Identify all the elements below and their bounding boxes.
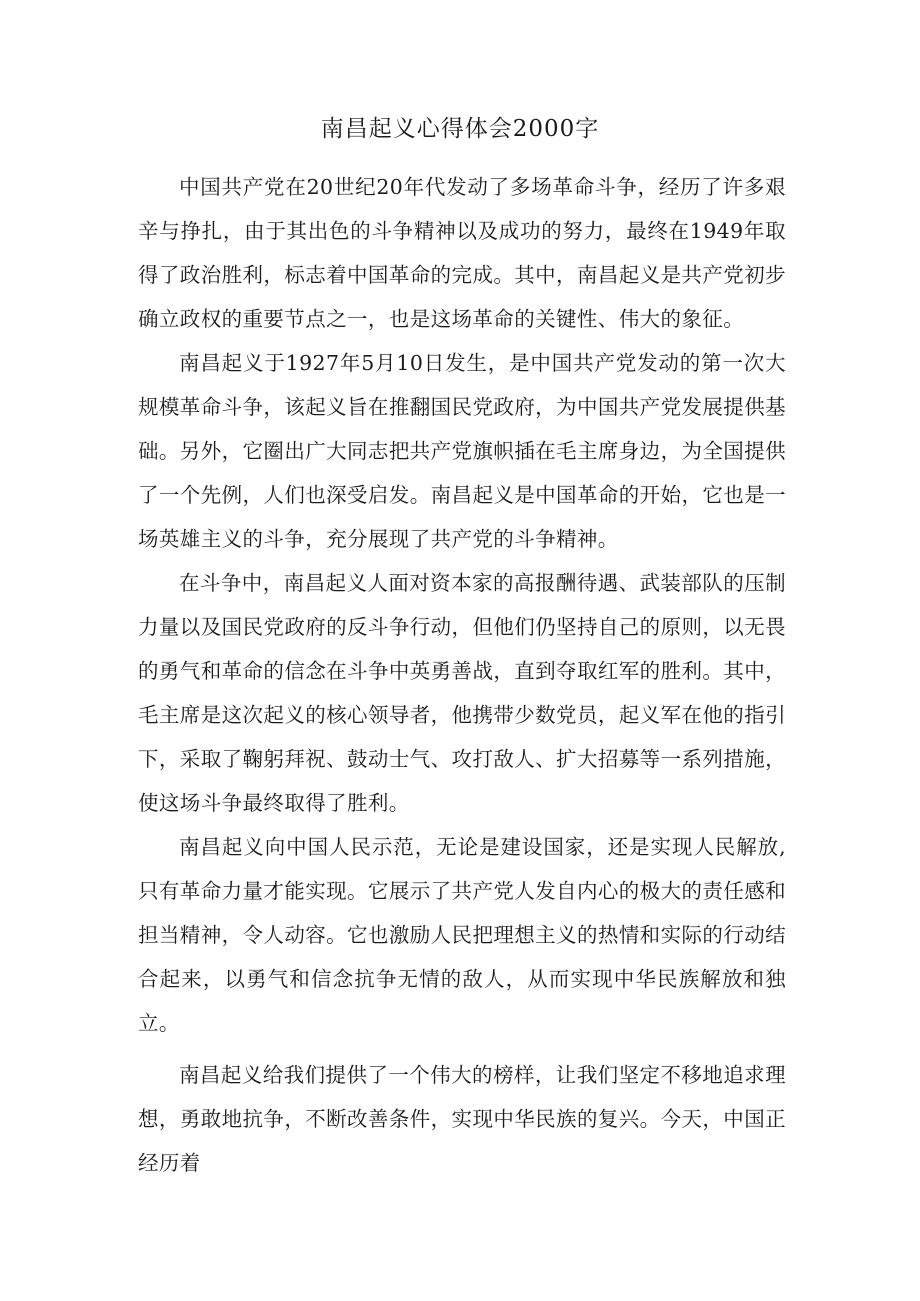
paragraph-2: 南昌起义于1927年5月10日发生，是中国共产党发动的第一次大规模革命斗争，该起义旨在推翻国民党政府，为中国共产党发展提供基础。另外，它圈出广大同志把共产党旗帜插在毛主席身边，为全国提供了一个先例，人们也深受启发。南昌起义是中国革命的开始，它也是一场英雄主义的斗争，充分展现了共产党的斗争精神。: [138, 351, 786, 551]
paragraph-5: 南昌起义给我们提供了一个伟大的榜样，让我们坚定不移地追求理想，勇敢地抗争，不断改善条件，实现中华民族的复兴。今天，中国正经历着: [138, 1063, 786, 1175]
document-body: [138, 165, 786, 1185]
paragraph-1: 中国共产党在20世纪20年代发动了多场革命斗争，经历了许多艰辛与挣扎，由于其出色的斗争精神以及成功的努力，最终在1949年取得了政治胜利，标志着中国革命的完成。其中，南昌起义是共产党初步确立政权的重要节点之一，也是这场革命的关键性、伟大的象征。: [138, 175, 786, 331]
paragraph-3: 在斗争中，南昌起义人面对资本家的高报酬待遇、武装部队的压制力量以及国民党政府的反斗争行动，但他们仍坚持自己的原则，以无畏的勇气和革命的信念在斗争中英勇善战，直到夺取红军的胜利。其中，毛主席是这次起义的核心领导者，他携带少数党员，起义军在他的指引下，采取了鞠躬拜祝、鼓动士气、攻打敌人、扩大招募等一系列措施，使这场斗争最终取得了胜利。: [138, 571, 786, 815]
document-title: 南昌起义心得体会2000字: [320, 116, 600, 142]
paragraph-4: 南昌起义向中国人民示范，无论是建设国家，还是实现人民解放,只有革命力量才能实现。它展示了共产党人发自内心的极大的责任感和担当精神，令人动容。它也激励人民把理想主义的热情和实际的行动结合起来，以勇气和信念抗争无情的敌人，从而实现中华民族解放和独立。: [138, 835, 786, 1035]
